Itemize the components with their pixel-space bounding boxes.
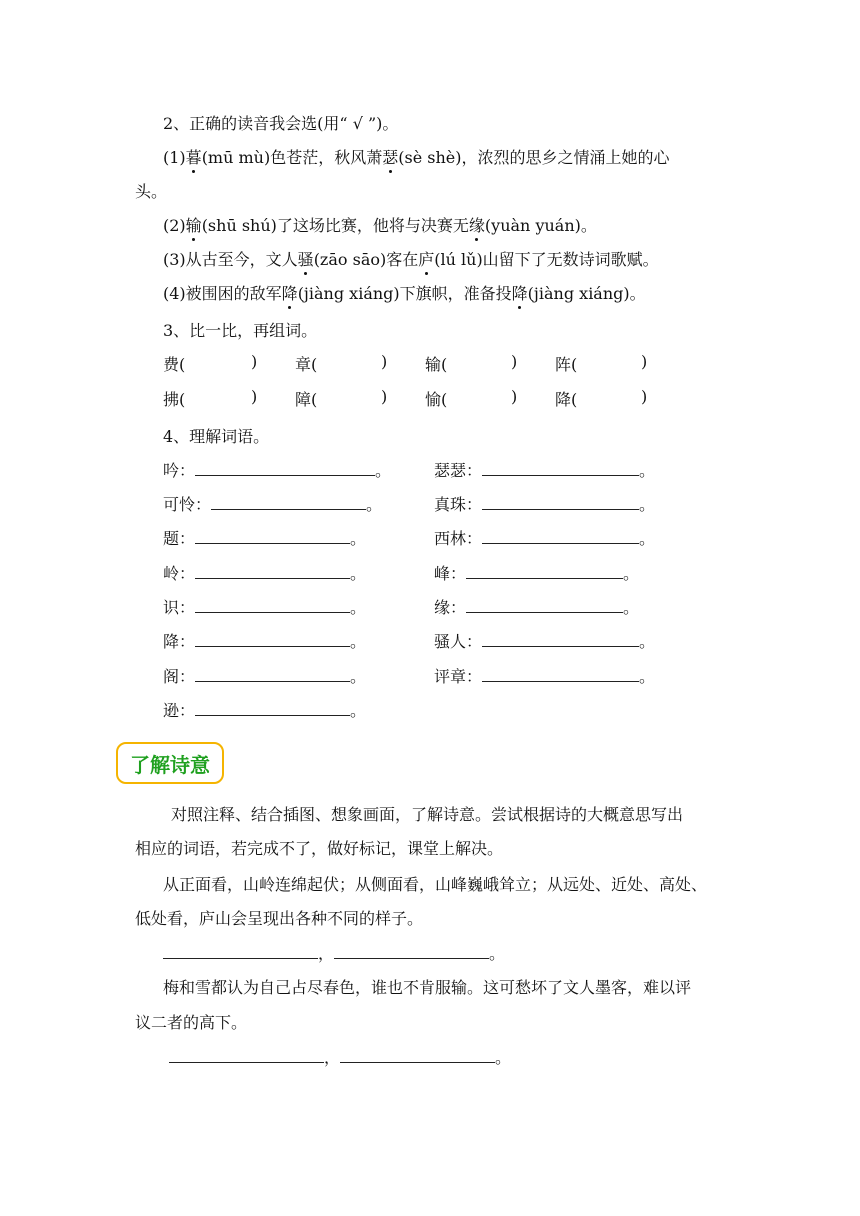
period: 。 <box>489 944 506 963</box>
char-open: 拂( <box>163 390 186 409</box>
term-row <box>163 492 382 515</box>
char-close: ) <box>251 352 258 371</box>
item-text: (mū mù)色苍茫，秋风萧 <box>201 148 383 167</box>
answer-blank[interactable] <box>466 598 623 613</box>
period: 。 <box>623 598 640 617</box>
prompt-1-line-1: 从正面看，山岭连绵起伏；从侧面看，山峰巍峨耸立；从远处、近处、高处、 <box>163 875 708 894</box>
q2-item-1 <box>163 145 669 168</box>
term-label: 岭： <box>163 564 196 583</box>
term-row <box>434 595 639 618</box>
dotted-char: 缘 <box>469 213 485 236</box>
answer-blank[interactable] <box>482 632 639 647</box>
dotted-char: 输 <box>186 213 202 236</box>
item-text: (yuàn yuán)。 <box>484 216 597 235</box>
dotted-char: 庐 <box>418 247 434 270</box>
q2-item-1-cont: 头。 <box>135 182 168 201</box>
char-open: 愉( <box>425 390 448 409</box>
period: 。 <box>350 701 367 720</box>
term-label: 峰： <box>434 564 467 583</box>
answer-blank[interactable] <box>482 529 639 544</box>
answer-blank[interactable] <box>195 461 375 476</box>
answer-blank[interactable] <box>195 667 350 682</box>
term-label: 缘： <box>434 598 467 617</box>
char-close: ) <box>251 387 258 406</box>
answer-blank[interactable] <box>195 598 350 613</box>
char-open: 降( <box>555 390 578 409</box>
char-close: ) <box>641 387 648 406</box>
dotted-char: 瑟 <box>382 145 398 168</box>
item-text: (jiàng xiáng)下旗帜，准备投 <box>297 284 512 303</box>
answer-blank[interactable] <box>163 944 318 959</box>
term-label: 识： <box>163 598 196 617</box>
dotted-char: 降 <box>282 281 298 304</box>
period: 。 <box>639 667 656 686</box>
q4-title: 4、理解词语。 <box>163 427 270 446</box>
char-close: ) <box>381 352 388 371</box>
period: 。 <box>366 495 383 514</box>
char-open: 费( <box>163 355 186 374</box>
item-text: (sè shè)，浓烈的思乡之情涌上她的心 <box>398 148 670 167</box>
comma: ， <box>318 944 335 963</box>
term-label: 评章： <box>434 667 483 686</box>
term-row <box>434 458 655 481</box>
term-label: 阁： <box>163 667 196 686</box>
char-open: 障( <box>295 390 318 409</box>
char-close: ) <box>641 352 648 371</box>
term-row <box>163 698 366 721</box>
q3-title: 3、比一比，再组词。 <box>163 321 318 340</box>
answer-blank[interactable] <box>169 1048 324 1063</box>
period: 。 <box>350 564 367 583</box>
q2-item-2 <box>163 213 597 236</box>
term-row <box>434 492 655 515</box>
item-text: (zāo sāo)客在 <box>313 250 419 269</box>
term-label: 真珠： <box>434 495 483 514</box>
answer-blank[interactable] <box>195 632 350 647</box>
char-open: 阵( <box>555 355 578 374</box>
term-row <box>434 561 639 584</box>
item-text: (jiàng xiáng)。 <box>527 284 646 303</box>
period: 。 <box>495 1048 512 1067</box>
term-label: 西林： <box>434 529 483 548</box>
comma: ， <box>324 1048 341 1067</box>
period: 。 <box>350 667 367 686</box>
term-label: 逊： <box>163 701 196 720</box>
answer-blank[interactable] <box>334 944 489 959</box>
prompt-1-line-2: 低处看，庐山会呈现出各种不同的样子。 <box>135 909 424 928</box>
period: 。 <box>639 529 656 548</box>
term-row <box>163 526 366 549</box>
item-number: (2) <box>163 216 186 235</box>
char-open: 输( <box>425 355 448 374</box>
term-row <box>163 664 366 687</box>
term-row <box>434 664 655 687</box>
period: 。 <box>639 495 656 514</box>
char-close: ) <box>381 387 388 406</box>
char-close: ) <box>511 387 518 406</box>
q2-title: 2、正确的读音我会选(用“ √ ”)。 <box>163 114 399 133</box>
dotted-char: 骚 <box>298 247 314 270</box>
prompt-2-line-1: 梅和雪都认为自己占尽春色，谁也不肯服输。这可愁坏了文人墨客，难以评 <box>163 978 692 997</box>
char-open: 章( <box>295 355 318 374</box>
answer-blank[interactable] <box>195 701 350 716</box>
q2-item-3 <box>163 247 659 270</box>
dotted-char: 暮 <box>186 145 202 168</box>
item-text: (lú lǔ)山留下了无数诗词歌赋。 <box>434 250 659 269</box>
answer-blank[interactable] <box>195 529 350 544</box>
period: 。 <box>350 598 367 617</box>
intro-line-1: 对照注释、结合插图、想象画面，了解诗意。尝试根据诗的大概意思写出 <box>171 805 684 824</box>
term-row <box>163 561 366 584</box>
q2-item-4 <box>163 281 646 304</box>
period: 。 <box>639 632 656 651</box>
answer-blank[interactable] <box>482 495 639 510</box>
term-label: 降： <box>163 632 196 651</box>
item-text: (shū shú)了这场比赛，他将与决赛无 <box>201 216 469 235</box>
term-row <box>434 526 655 549</box>
prompt-2-line-2: 议二者的高下。 <box>135 1013 248 1032</box>
answer-row-1 <box>163 941 505 964</box>
term-label: 瑟瑟： <box>434 461 483 480</box>
term-label: 可怜： <box>163 495 212 514</box>
period: 。 <box>350 632 367 651</box>
term-row <box>434 629 655 652</box>
term-label: 吟： <box>163 461 196 480</box>
dotted-char: 降 <box>512 281 528 304</box>
period: 。 <box>639 461 656 480</box>
section-badge: 了解诗意 <box>116 742 224 784</box>
answer-blank[interactable] <box>195 564 350 579</box>
answer-blank[interactable] <box>211 495 366 510</box>
period: 。 <box>623 564 640 583</box>
term-label: 骚人： <box>434 632 483 651</box>
answer-row-2 <box>169 1045 511 1068</box>
char-close: ) <box>511 352 518 371</box>
item-number: (1) <box>163 148 186 167</box>
item-text: (3)从古至今，文人 <box>163 250 298 269</box>
answer-blank[interactable] <box>482 461 639 476</box>
term-row <box>163 595 366 618</box>
term-label: 题： <box>163 529 196 548</box>
item-text: (4)被围困的敌军 <box>163 284 282 303</box>
period: 。 <box>375 461 392 480</box>
answer-blank[interactable] <box>482 667 639 682</box>
answer-blank[interactable] <box>466 564 623 579</box>
term-row <box>163 629 366 652</box>
answer-blank[interactable] <box>340 1048 495 1063</box>
period: 。 <box>350 529 367 548</box>
term-row <box>163 458 391 481</box>
intro-line-2: 相应的词语，若完成不了，做好标记，课堂上解决。 <box>135 839 504 858</box>
